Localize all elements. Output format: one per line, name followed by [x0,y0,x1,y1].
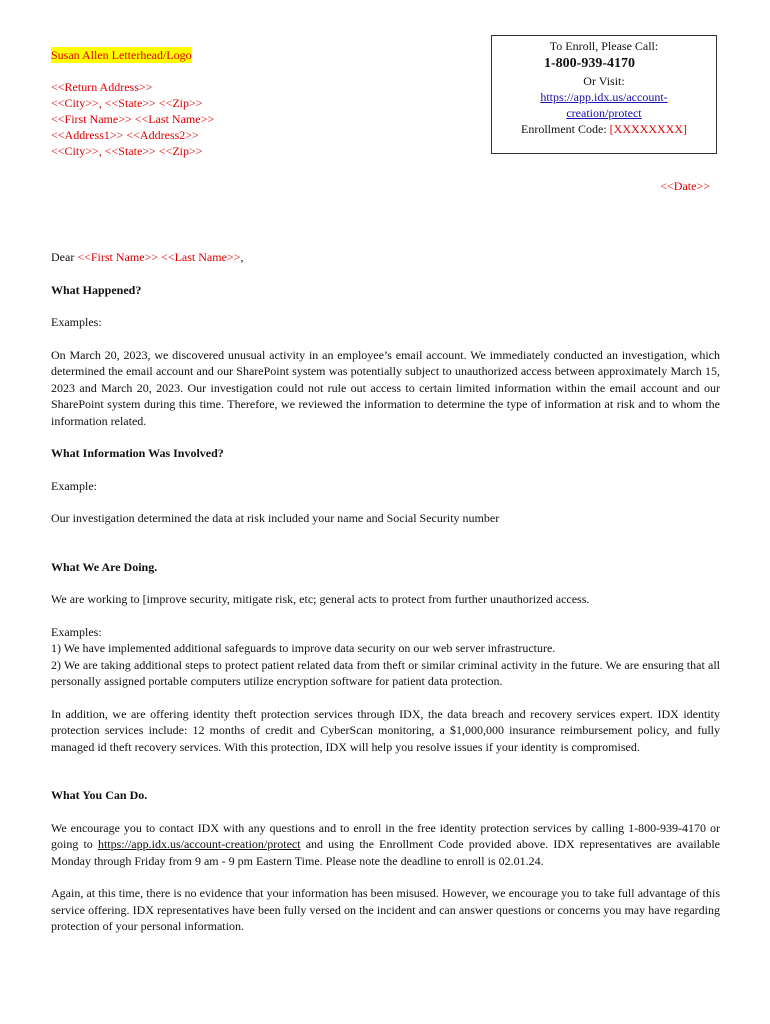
what-information-body: Our investigation determined the data at risk included your name and Social Security number [51,511,500,525]
return-city-line: <<City>>, <<State>> <<Zip>> [51,96,203,110]
what-you-can-do-text-after-link: and using the Enrollment Code provided above. IDX representatives are available Monday through Friday from 9 am - 9 pm Eastern Time. Please note the deadline to enroll is 02.01.24. [51,837,720,868]
what-we-are-doing-example-2: 2) We are taking additional steps to protect patient related data from theft or similar criminal activity in the future. We are ensuring that all personally assigned portable computers utilize encryption software for patient data protection. [51,657,720,688]
enrollment-info-box [491,35,717,154]
enrollment-code-label: Enrollment Code: [521,122,610,136]
what-you-can-do-paragraph-2: Again, at this time, there is no evidence that your information has been misused. However, we encourage you to take full advantage of this service offering. IDX representatives have been fully versed on the incident and can answer questions or concerns you may have regarding protection of your personal information. [51,886,720,933]
what-we-are-doing-example-1: 1) We have implemented additional safeguards to improve data security on our web server infrastructure. [51,641,556,655]
enroll-call-label: To Enroll, Please Call: [549,39,659,53]
heading-what-information: What Information Was Involved? [51,446,224,460]
letterhead-block [51,47,214,159]
what-happened-body: On March 20, 2023, we discovered unusual activity in an employee’s email account. We immediately conducted an investigation, which determined the email account and our SharePoint system was potentially subject to unauthorized access between approximately March 15, 2023 and March 20, 2023. Our investigation could not rule out access to certain limited information within the email account and our SharePoint system during this time. Therefore, we reviewed the information to determine the type of information at risk and to whom the information related. [51,347,720,428]
enroll-url-link-part2[interactable]: creation/protect [566,106,642,120]
heading-what-happened: What Happened? [51,282,142,297]
recipient-name-line: <<First Name>> <<Last Name>> [51,112,215,126]
what-we-are-doing-intro: We are working to [improve security, mitigate risk, etc; general acts to protect from further unauthorized access. [51,592,590,606]
heading-what-we-are-doing: What We Are Doing. [51,559,158,574]
recipient-city-line: <<City>>, <<State>> <<Zip>> [51,144,203,158]
enrollment-url-link[interactable]: https://app.idx.us/account-creation/protect [97,837,301,851]
enroll-url-link-part1[interactable]: https://app.idx.us/account- [540,90,668,104]
salutation [51,249,720,266]
salutation-prefix: Dear [51,250,78,264]
letterhead-logo-placeholder: Susan Allen Letterhead/Logo [51,48,192,62]
what-you-can-do-paragraph-1 [51,820,720,870]
what-happened-examples-label: Examples: [51,315,102,329]
enroll-visit-label: Or Visit: [583,74,625,88]
what-you-can-do-text-before-link: We encourage you to contact IDX with any questions and to enroll in the free identity protection services by calling 1-800-939-4170 or going to [51,820,720,851]
salutation-suffix: , [240,250,244,264]
letter-date: <<Date>> [660,179,710,193]
idx-services-paragraph: In addition, we are offering identity theft protection services through IDX, the data breach and recovery services expert. IDX identity protection services include: 12 months of credit and CyberScan monitoring, a $1,000,000 insurance reimbursement policy, and fully managed id theft recovery services. With this protection, IDX will help you resolve issues if your identity is compromised. [51,706,720,754]
letter-body [51,249,720,935]
what-information-example-label: Example: [51,478,97,493]
address-block [51,79,214,159]
enrollment-code-line [492,121,716,137]
return-address-line: <<Return Address>> [51,80,153,94]
recipient-address-line: <<Address1>> <<Address2>> [51,128,199,142]
heading-what-you-can-do: What You Can Do. [51,788,148,802]
salutation-name: <<First Name>> <<Last Name>> [77,250,241,264]
enrollment-code-value: [XXXXXXXX] [609,122,687,136]
what-we-are-doing-examples-label: Examples: [51,624,102,639]
enroll-phone-number: 1-800-939-4170 [544,56,635,71]
